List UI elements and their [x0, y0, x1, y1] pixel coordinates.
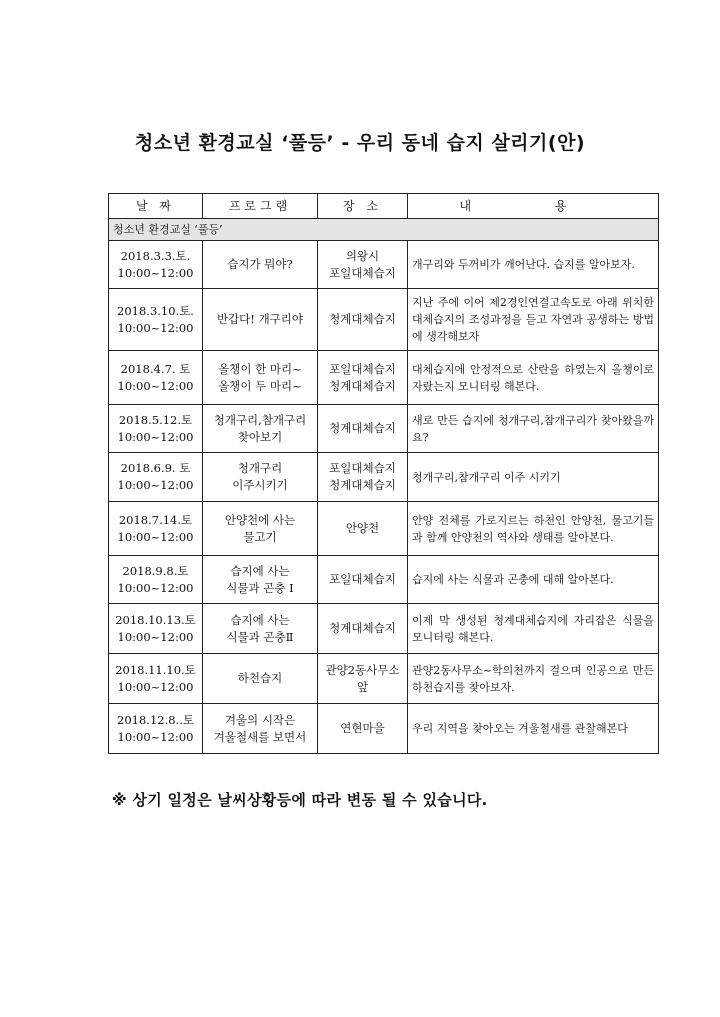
row-program-line: 반갑다! 개구리야 — [216, 312, 304, 326]
row-program — [203, 604, 318, 654]
schedule-row — [109, 453, 659, 502]
row-program-line: 올챙이 한 마리~ — [218, 361, 302, 376]
schedule-row — [109, 704, 659, 754]
row-date-line: 10:00~12:00 — [117, 729, 194, 744]
section-label: 청소년 환경교실 ‘풀등’ — [109, 219, 659, 241]
row-date-line: 10:00~12:00 — [117, 478, 194, 492]
header-content: 내 용 — [408, 194, 659, 219]
row-place-line: 청계대체습지 — [329, 621, 396, 635]
row-content: 우리 지역을 찾아오는 겨울철새를 관찰해본다 — [408, 704, 659, 754]
schedule-row — [109, 604, 659, 654]
row-date-line: 2018.6.9. 토 — [120, 461, 191, 475]
row-place — [318, 241, 408, 289]
row-program-line: 습지가 뭐야? — [227, 257, 293, 271]
row-place — [318, 502, 408, 556]
row-program-line: 물고기 — [243, 529, 277, 544]
row-program-line: 청개구리,참개구리 — [213, 412, 307, 427]
row-date-line: 10:00~12:00 — [117, 265, 194, 280]
row-content: 안양 전체를 가로지르는 하천인 안양천, 물고기들과 함께 안양천의 역사와 생태를 알아본다. — [408, 502, 659, 556]
row-place — [318, 453, 408, 502]
row-program-line: 겨울의 시작은 — [224, 712, 296, 727]
schedule-row — [109, 556, 659, 604]
schedule-row — [109, 241, 659, 289]
row-date — [109, 453, 203, 502]
row-program-line: 습지에 사는 — [230, 563, 290, 578]
row-date — [109, 556, 203, 604]
row-content: 개구리와 두꺼비가 깨어난다. 습지를 알아보자. — [408, 241, 659, 289]
row-place — [318, 289, 408, 351]
row-program-line: 찾아보기 — [237, 429, 283, 444]
schedule-row — [109, 502, 659, 556]
row-place-line: 의왕시 — [345, 248, 380, 263]
row-date-line: 2018.5.12.토 — [118, 412, 193, 427]
row-date-line: 10:00~12:00 — [117, 679, 194, 694]
row-place-line: 관양2동사무소 — [325, 662, 400, 677]
section-row — [109, 219, 659, 241]
row-program-line: 올챙이 두 마리~ — [218, 378, 302, 393]
row-content: 이제 막 생성된 청계대체습지에 자리잡은 식물을 모니터링 해본다. — [408, 604, 659, 654]
row-program-line: 안양천에 사는 — [224, 512, 296, 527]
row-program — [203, 405, 318, 453]
row-date-line: 10:00~12:00 — [117, 580, 194, 595]
row-place — [318, 405, 408, 453]
row-date-line: 2018.3.10.토. — [117, 303, 194, 318]
row-place-line: 포일대체습지 — [329, 572, 396, 586]
row-program — [203, 289, 318, 351]
row-date-line: 2018.12.8..토 — [117, 712, 194, 727]
row-program — [203, 556, 318, 604]
row-place-line: 청계대체습지 — [329, 312, 396, 326]
row-place-line: 청계대체습지 — [329, 421, 396, 435]
row-place-line: 앞 — [356, 679, 369, 694]
row-place — [318, 604, 408, 654]
row-date — [109, 502, 203, 556]
row-program-line: 식물과 곤충 Ⅰ — [226, 580, 294, 595]
row-date — [109, 405, 203, 453]
row-date-line: 2018.7.14.토 — [118, 512, 193, 527]
document-title: 청소년 환경교실 ‘풀등’ - 우리 동네 습지 살리기(안) — [134, 132, 586, 154]
schedule-row — [109, 654, 659, 704]
row-place-line: 연현마을 — [340, 721, 385, 735]
row-program — [203, 241, 318, 289]
row-content: 새로 만든 습지에 청개구리,참개구리가 찾아왔을까요? — [408, 405, 659, 453]
schedule-row — [109, 289, 659, 351]
row-program — [203, 351, 318, 405]
row-date-line: 10:00~12:00 — [117, 378, 194, 393]
header-row — [109, 194, 659, 219]
row-place-line: 청계대체습지 — [329, 478, 396, 492]
row-program — [203, 704, 318, 754]
row-content: 습지에 사는 식물과 곤충에 대해 알아본다. — [408, 556, 659, 604]
row-date — [109, 351, 203, 405]
row-date — [109, 241, 203, 289]
row-program-line: 하천습지 — [237, 671, 283, 685]
row-program-line: 이주시키기 — [232, 478, 288, 492]
header-place: 장 소 — [318, 194, 408, 219]
row-place — [318, 351, 408, 405]
row-date-line: 2018.3.3.토. — [120, 248, 191, 263]
row-place — [318, 704, 408, 754]
row-date-line: 2018.11.10.토 — [115, 662, 196, 677]
row-program-line: 겨울철새를 보면서 — [213, 729, 307, 744]
row-place-line: 포일대체습지 — [329, 461, 396, 475]
row-place-line: 포일대체습지 — [329, 265, 396, 280]
row-content: 청개구리,참개구리 이주 시키기 — [408, 453, 659, 502]
schedule-row — [109, 351, 659, 405]
row-place-line: 청계대체습지 — [329, 378, 396, 393]
row-date — [109, 704, 203, 754]
footnote: ※ 상기 일정은 날씨상황등에 따라 변동 될 수 있습니다. — [112, 791, 488, 809]
row-content: 대체습지에 안정적으로 산란을 하였는지 올챙이로 자랐는지 모니터링 해본다. — [408, 351, 659, 405]
row-date-line: 2018.4.7. 토 — [120, 361, 191, 376]
row-place-line: 안양천 — [345, 521, 380, 535]
schedule-row — [109, 405, 659, 453]
row-date-line: 2018.9.8.토 — [122, 563, 189, 578]
row-date-line: 10:00~12:00 — [117, 320, 194, 335]
row-date-line: 2018.10.13.토 — [115, 612, 196, 627]
schedule-body — [109, 219, 659, 754]
row-date-line: 10:00~12:00 — [117, 529, 194, 544]
header-date: 날 짜 — [109, 194, 203, 219]
row-date — [109, 654, 203, 704]
row-date — [109, 604, 203, 654]
row-program-line: 습지에 사는 — [230, 612, 290, 627]
header-program: 프로그램 — [203, 194, 318, 219]
row-content: 지난 주에 이어 제2경인연결고속도로 아래 위치한 대체습지의 조성과정을 듣고 자연과 공생하는 방법에 생각해보자 — [408, 289, 659, 351]
row-program — [203, 654, 318, 704]
row-program-line: 식물과 곤충Ⅱ — [226, 629, 294, 644]
row-content: 관양2동사무소~학의천까지 걸으며 인공으로 만든 하천습지를 찾아보자. — [408, 654, 659, 704]
row-program-line: 청개구리 — [237, 461, 283, 475]
schedule-table — [108, 193, 659, 754]
row-date — [109, 289, 203, 351]
row-date-line: 10:00~12:00 — [117, 629, 194, 644]
row-place — [318, 556, 408, 604]
row-place — [318, 654, 408, 704]
row-program — [203, 453, 318, 502]
row-place-line: 포일대체습지 — [329, 361, 396, 376]
row-date-line: 10:00~12:00 — [117, 429, 194, 444]
row-program — [203, 502, 318, 556]
